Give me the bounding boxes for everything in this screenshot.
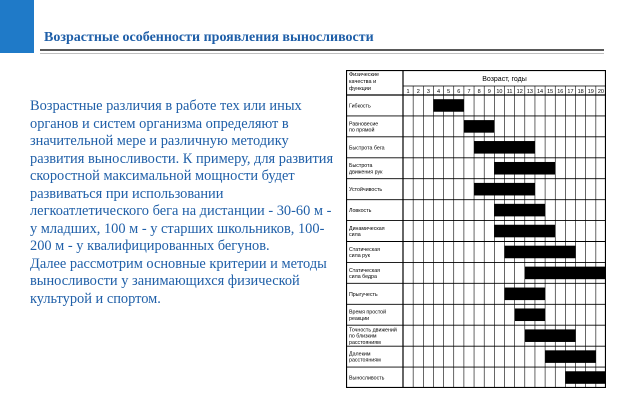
age-header-cell: 15 (547, 89, 554, 95)
age-header-cell: 1 (406, 89, 410, 95)
age-qualities-table-graphic (346, 70, 606, 388)
age-header-cell: 11 (506, 89, 513, 95)
row-label: Статическая (349, 246, 381, 253)
title-accent-bar (0, 0, 34, 53)
age-range-bar (515, 308, 545, 321)
body-text (30, 98, 340, 308)
age-range-bar (433, 99, 463, 112)
row-label: Динамическая (349, 225, 385, 232)
row-label: расстояниям (349, 339, 381, 346)
age-range-bar (505, 246, 576, 259)
header-label-line: Физические (349, 72, 380, 78)
age-range-bar (474, 141, 535, 154)
age-range-bar (494, 204, 545, 217)
age-header-cell: 14 (536, 89, 544, 95)
age-range-bar (494, 225, 555, 238)
row-label: Равновесие (349, 121, 379, 128)
title-divider (40, 49, 604, 51)
row-label: сила (349, 232, 361, 239)
age-header-cell: 3 (426, 89, 430, 95)
row-label: движения рук (349, 169, 383, 176)
header-age-title: Возраст, годы (482, 76, 527, 83)
age-range-bar (505, 288, 546, 301)
age-header-cell: 8 (477, 89, 481, 95)
age-header-cell: 7 (467, 89, 471, 95)
row-label: Далеким (349, 351, 371, 358)
row-label: реакции (349, 315, 370, 322)
age-range-bar (494, 162, 555, 175)
age-header-cell: 16 (557, 89, 564, 95)
header-label-line: функции (349, 86, 371, 92)
row-label: Устойчивость (349, 187, 383, 194)
row-label: Ловкость (349, 208, 372, 215)
row-label: Время простой (349, 309, 387, 316)
row-label: Прыгучесть (349, 291, 378, 298)
age-header-cell: 6 (457, 89, 461, 95)
row-label: по прямой (349, 127, 375, 134)
row-label: Быстрота (349, 163, 373, 170)
age-header-cell: 18 (577, 89, 584, 95)
age-header-cell: 10 (496, 89, 503, 95)
age-range-bar (474, 183, 535, 196)
age-header-cell: 9 (487, 89, 491, 95)
row-label: Быстрота бега (349, 145, 385, 152)
age-header-cell: 20 (597, 89, 604, 95)
age-header-cell: 12 (516, 89, 523, 95)
age-range-bar (545, 350, 596, 363)
row-label: расстояниям (349, 357, 381, 364)
slide-title: Возрастные особенности проявления выносливости (44, 30, 374, 45)
age-range-bar (464, 120, 494, 133)
row-label: Выносливость (349, 375, 385, 382)
age-range-bar (565, 371, 606, 384)
row-label: Статическая (349, 267, 381, 274)
title-divider-secondary (40, 53, 604, 54)
age-header-cell: 5 (447, 89, 451, 95)
row-label: сила бедра (349, 273, 377, 280)
body-paragraph-1: Возрастные различия в работе тех или иных органов и систем организма определяют в значительной мере и различную методику развития выносливости. К примеру, для развития скоростной максимальной мощности будет развиваться при использовании легкоатлетического бега на дистанции - 30-60 м - у младших, 100 м - у старших школьников, 100-200 м - у квалифицированных бегунов. (30, 98, 334, 254)
age-header-cell: 4 (436, 89, 441, 95)
age-qualities-table (346, 70, 606, 388)
age-header-cell: 17 (567, 89, 574, 95)
age-range-bar (525, 329, 576, 342)
age-range-bar (525, 267, 606, 280)
header-label-line: качества и (349, 79, 377, 85)
row-label: Точность движений (349, 327, 397, 334)
row-label: сила рук (349, 253, 370, 260)
row-label: по близким (349, 333, 377, 340)
age-header-cell: 19 (587, 89, 594, 95)
age-header-cell: 2 (416, 89, 420, 95)
body-paragraph-2: Далее рассмотрим основные критерии и методы выносливости у занимающихся физической культурой и спортом. (30, 255, 327, 307)
row-label: Гибкость (349, 103, 371, 110)
age-header-cell: 13 (526, 89, 533, 95)
